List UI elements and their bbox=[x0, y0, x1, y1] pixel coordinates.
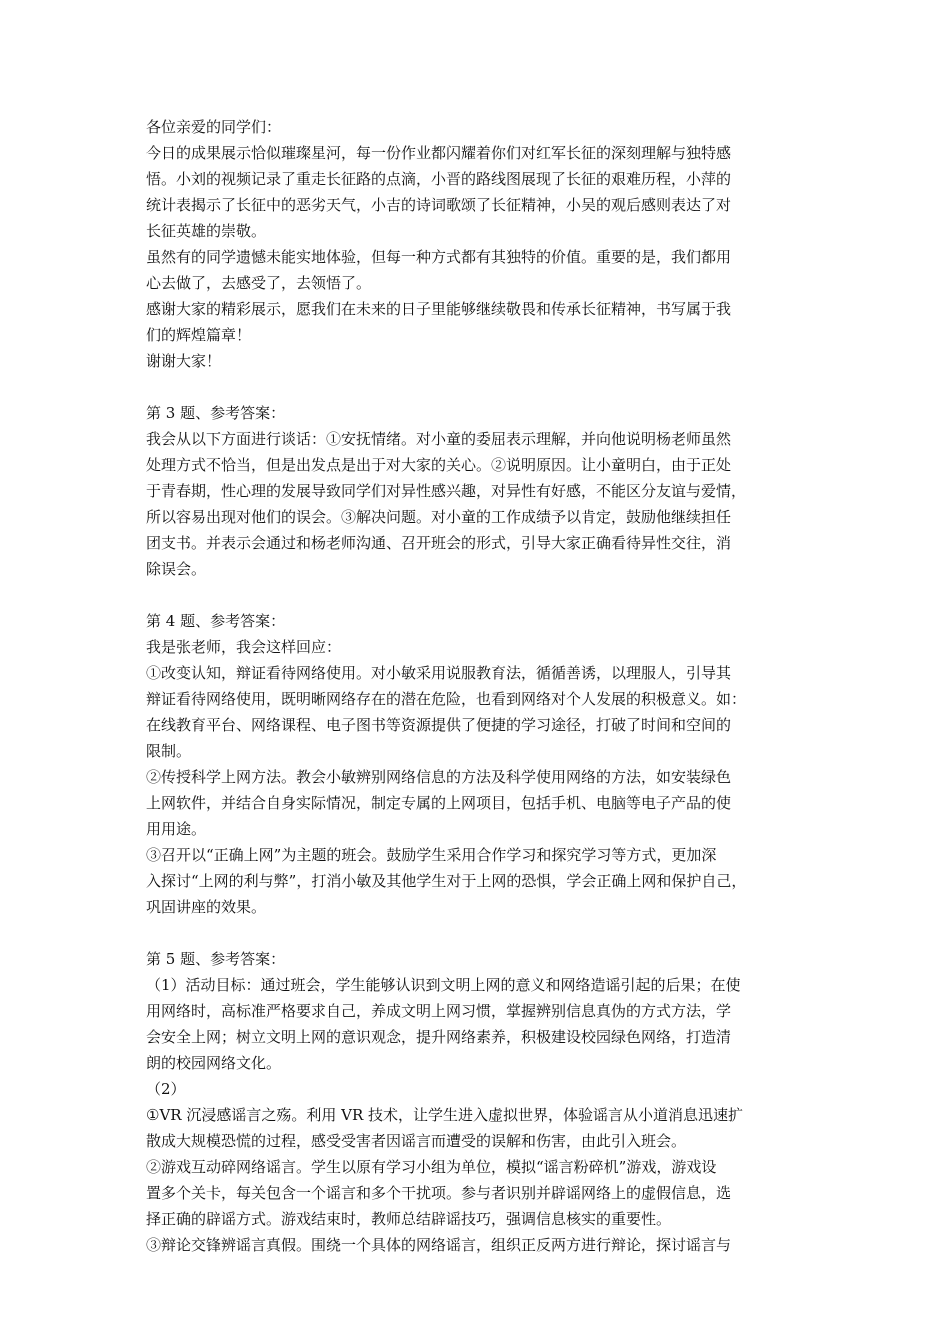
text-line: 巩固讲座的效果。 bbox=[146, 898, 267, 916]
text-line: （1）活动目标：通过班会，学生能够认识到文明上网的意义和网络造谣引起的后果；在使 bbox=[146, 976, 741, 994]
text-line: 虽然有的同学遗憾未能实地体验，但每一种方式都有其独特的价值。重要的是，我们都用 bbox=[146, 248, 732, 266]
text-line: ③召开以“正确上网”为主题的班会。鼓励学生采用合作学习和探究学习等方式，更加深 bbox=[146, 846, 717, 864]
text-line: 谢谢大家！ bbox=[146, 352, 222, 370]
text-line: 用网络时，高标准严格要求自己，养成文明上网习惯，掌握辨别信息真伪的方式方法，学 bbox=[146, 1002, 732, 1020]
text-line: ①改变认知，辩证看待网络使用。对小敏采用说服教育法，循循善诱，以理服人，引导其 bbox=[146, 664, 732, 682]
text-line: ②传授科学上网方法。教会小敏辨别网络信息的方法及科学使用网络的方法，如安装绿色 bbox=[146, 768, 732, 786]
text-line: 们的辉煌篇章！ bbox=[146, 326, 252, 344]
closing-speech-section bbox=[146, 114, 828, 374]
document-page bbox=[146, 114, 828, 1258]
text-line: 除误会。 bbox=[146, 560, 207, 578]
text-line: 团支书。并表示会通过和杨老师沟通、召开班会的形式，引导大家正确看待异性交往，消 bbox=[146, 534, 732, 552]
text-line: 朗的校园网络文化。 bbox=[146, 1054, 282, 1072]
text-line: 限制。 bbox=[146, 742, 192, 760]
text-line: 上网软件，并结合自身实际情况，制定专属的上网项目，包括手机、电脑等电子产品的使 bbox=[146, 794, 732, 812]
text-line: 择正确的辟谣方式。游戏结束时，教师总结辟谣技巧，强调信息核实的重要性。 bbox=[146, 1210, 672, 1228]
text-line: 心去做了，去感受了，去领悟了。 bbox=[146, 274, 372, 292]
text-line: 辩证看待网络使用，既明晰网络存在的潜在危险，也看到网络对个人发展的积极意义。如： bbox=[146, 690, 747, 708]
text-line: 感谢大家的精彩展示，愿我们在未来的日子里能够继续敬畏和传承长征精神，书写属于我 bbox=[146, 300, 732, 318]
question-4-section bbox=[146, 608, 828, 920]
question-5-section bbox=[146, 946, 828, 1258]
blank-line bbox=[146, 374, 828, 400]
text-line: 处理方式不恰当，但是出发点是出于对大家的关心。②说明原因。让小童明白，由于正处 bbox=[146, 456, 732, 474]
text-line: 会安全上网；树立文明上网的意识观念，提升网络素养，积极建设校园绿色网络，打造清 bbox=[146, 1028, 732, 1046]
salutation: 各位亲爱的同学们： bbox=[146, 118, 282, 136]
text-line: 在线教育平台、网络课程、电子图书等资源提供了便捷的学习途径，打破了时间和空间的 bbox=[146, 716, 732, 734]
blank-line bbox=[146, 920, 828, 946]
question-3-section bbox=[146, 400, 828, 582]
blank-line bbox=[146, 582, 828, 608]
text-line: 散成大规模恐慌的过程，感受受害者因谣言而遭受的误解和伤害，由此引入班会。 bbox=[146, 1132, 687, 1150]
text-line: 所以容易出现对他们的误会。③解决问题。对小童的工作成绩予以肯定，鼓励他继续担任 bbox=[146, 508, 732, 526]
text-line: 我是张老师，我会这样回应： bbox=[146, 638, 342, 656]
text-line: （2） bbox=[146, 1080, 186, 1098]
text-line: ①VR 沉浸感谣言之殇。利用 VR 技术，让学生进入虚拟世界，体验谣言从小道消息迅速扩 bbox=[146, 1106, 744, 1124]
text-line: 我会从以下方面进行谈话：①安抚情绪。对小童的委屈表示理解，并向他说明杨老师虽然 bbox=[146, 430, 732, 448]
question-heading: 第 3 题、参考答案： bbox=[146, 404, 286, 422]
text-line: 入探讨“上网的利与弊”，打消小敏及其他学生对于上网的恐惧，学会正确上网和保护自己， bbox=[146, 872, 747, 890]
text-line: 统计表揭示了长征中的恶劣天气，小吉的诗词歌颂了长征精神，小吴的观后感则表达了对 bbox=[146, 196, 732, 214]
text-line: 用用途。 bbox=[146, 820, 207, 838]
text-line: 悟。小刘的视频记录了重走长征路的点滴，小晋的路线图展现了长征的艰难历程，小萍的 bbox=[146, 170, 732, 188]
text-line: 长征英雄的崇敬。 bbox=[146, 222, 267, 240]
text-line: 于青春期，性心理的发展导致同学们对异性感兴趣，对异性有好感，不能区分友谊与爱情， bbox=[146, 482, 747, 500]
text-line: ③辩论交锋辨谣言真假。围绕一个具体的网络谣言，组织正反两方进行辩论，探讨谣言与 bbox=[146, 1236, 732, 1254]
text-line: 今日的成果展示恰似璀璨星河，每一份作业都闪耀着你们对红军长征的深刻理解与独特感 bbox=[146, 144, 732, 162]
question-heading: 第 4 题、参考答案： bbox=[146, 612, 286, 630]
question-heading: 第 5 题、参考答案： bbox=[146, 950, 286, 968]
text-line: 置多个关卡，每关包含一个谣言和多个干扰项。参与者识别并辟谣网络上的虚假信息，选 bbox=[146, 1184, 732, 1202]
text-line: ②游戏互动碎网络谣言。学生以原有学习小组为单位，模拟“谣言粉碎机”游戏，游戏设 bbox=[146, 1158, 717, 1176]
